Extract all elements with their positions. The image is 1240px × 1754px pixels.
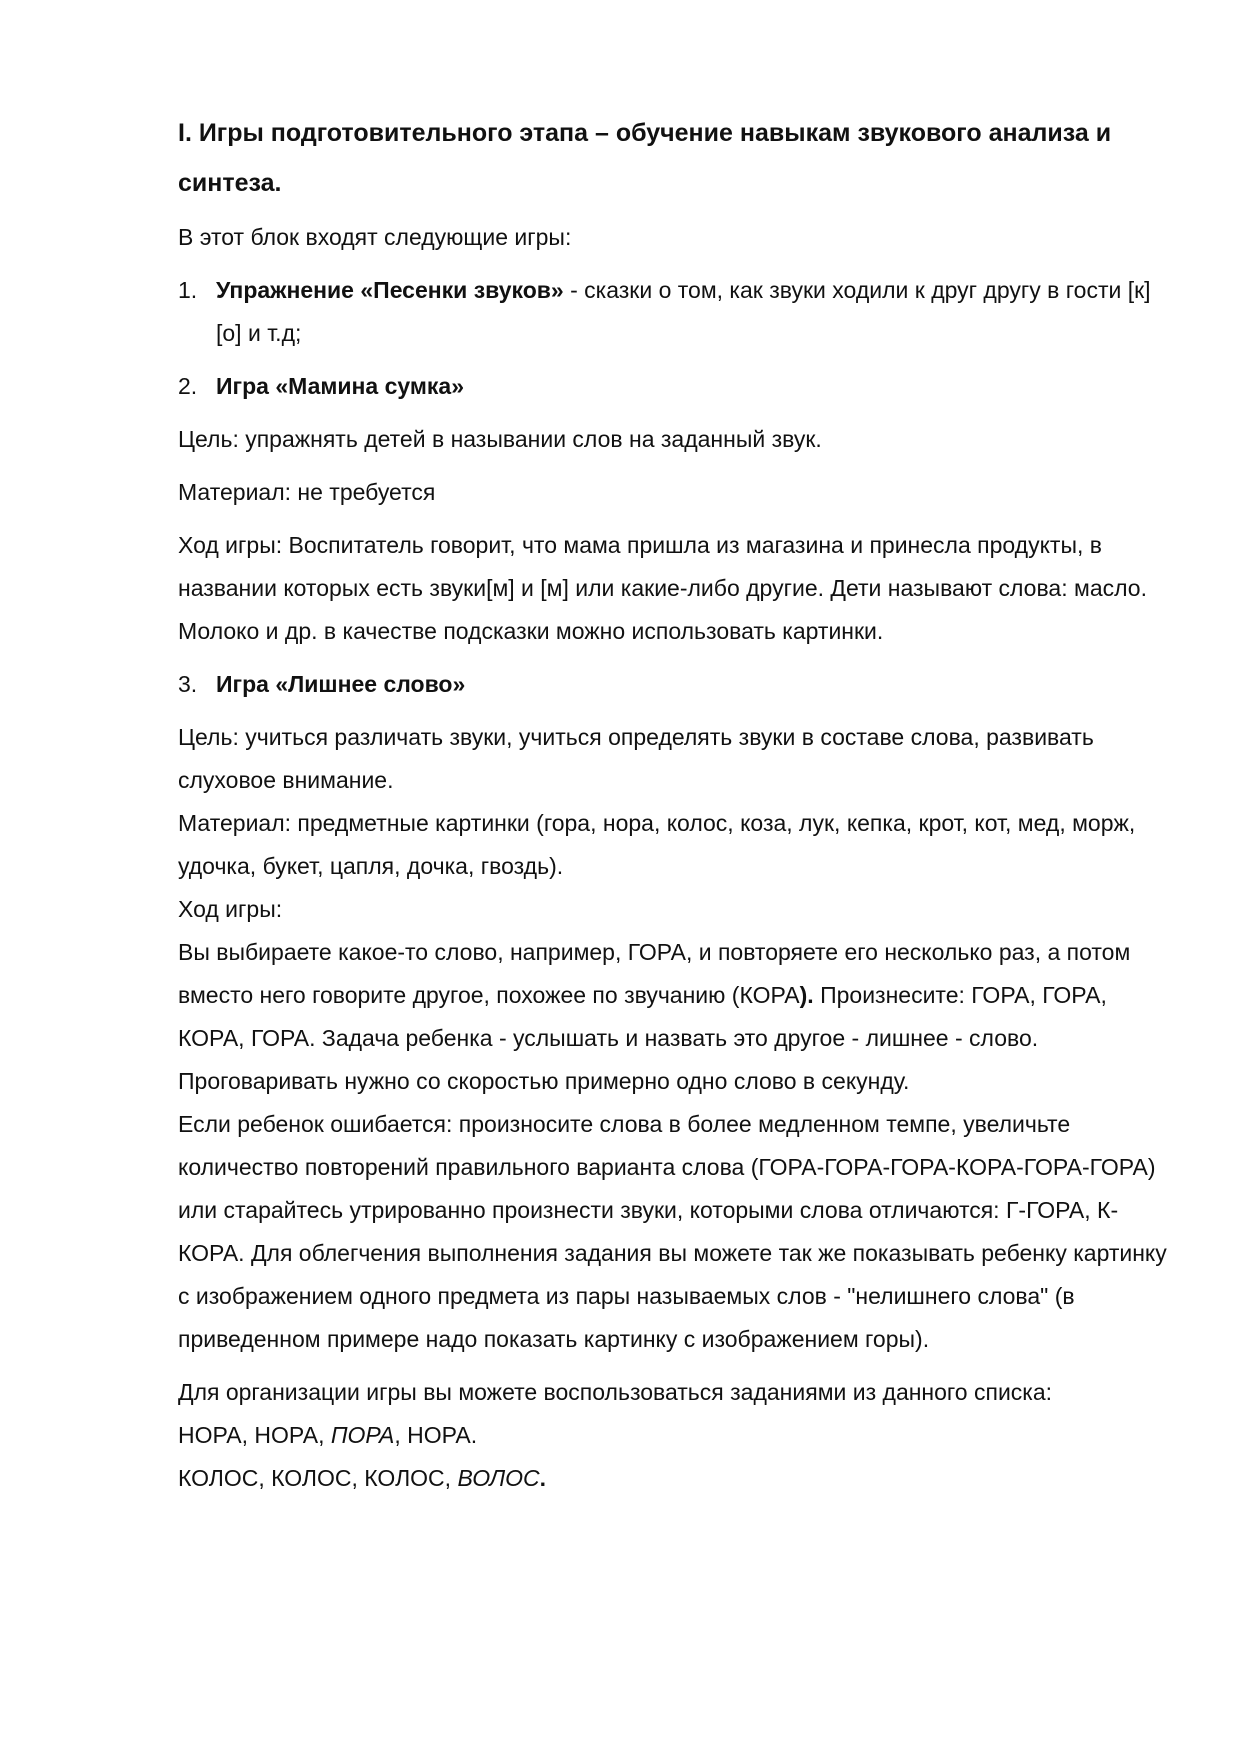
word-list-part: НОРА, НОРА, [178,1422,331,1448]
word-list-part: . [539,1465,547,1491]
intro-text: В этот блок входят следующие игры: [178,224,572,250]
list-item-title: Игра «Мамина сумка» [216,373,464,399]
list-item-3 [178,663,1178,706]
course-text-part: Произнесите: ГОРА, ГОРА, КОРА, ГОРА. Задача ребенка - услышать и назвать это другое - лишнее - слово. Проговаривать нужно со скоростью примерно одно слово в секунду. [178,982,1107,1094]
game3-course-label: Ход игры: [178,896,283,922]
game3-goal: Цель: учиться различать звуки, учиться определять звуки в составе слова, развивать слуховое внимание. [178,724,1094,793]
word-list-odd-word: ПОРА [330,1422,395,1448]
word-list-part: КОЛОС, КОЛОС, КОЛОС, [178,1465,458,1491]
game3-course-text [178,931,1178,1103]
document-page [178,108,1178,1500]
course-text-bold: ). [799,982,814,1008]
list-number: 1. [178,277,198,303]
course-text-part: Вы выбираете какое-то слово, например, ГОРА, и повторяете его несколько раз, а потом вместо него говорите другое, похожее по звучанию (КОРА [178,939,1131,1008]
word-list-part: , НОРА. [394,1422,478,1448]
list-item-text: - сказки о том, как звуки ходили к друг другу в гости [к] [о] и т.д; [216,277,1151,346]
list-item-title: Игра «Лишнее слово» [216,671,466,697]
list-item-title: Упражнение «Песенки звуков» [216,277,564,303]
list-item-2 [178,365,1178,408]
list-item-1 [178,269,1178,355]
game2-goal: Цель: упражнять детей в назывании слов на заданный звук. [178,426,822,452]
word-list-line-2 [178,1457,1178,1500]
game3-material: Материал: предметные картинки (гора, нора, колос, коза, лук, кепка, крот, кот, мед, морж, удочка, букет, цапля, дочка, гвоздь). [178,810,1136,879]
game2-course: Ход игры: Воспитатель говорит, что мама пришла из магазина и принесла продукты, в названии которых есть звуки[м] и [м] или какие-либо другие. Дети называют слова: масло. Молоко и др. в качестве подсказки можно использовать картинки. [178,532,1147,644]
word-list-line-1 [178,1414,1178,1457]
word-list-odd-word: ВОЛОС [457,1465,540,1491]
game2-material: Материал: не требуется [178,479,436,505]
game3-mistake-text: Если ребенок ошибается: произносите слова в более медленном темпе, увеличьте количество повторений правильного варианта слова (ГОРА-ГОРА-ГОРА-КОРА-ГОРА-ГОРА) или старайтесь утрированно произнести звуки, которыми слова отличаются: Г-ГОРА, К-КОРА. Для облегчения выполнения задания вы можете так же показывать ребенку картинку с изображением одного предмета из пары называемых слов - "нелишнего слова" (в приведенном примере надо показать картинку с изображением горы). [178,1111,1167,1352]
list-number: 3. [178,671,198,697]
list-number: 2. [178,373,198,399]
section-heading: I. Игры подготовительного этапа – обучение навыкам звукового анализа и синтеза. [178,119,1112,197]
game3-list-intro: Для организации игры вы можете воспользоваться заданиями из данного списка: [178,1379,1053,1405]
